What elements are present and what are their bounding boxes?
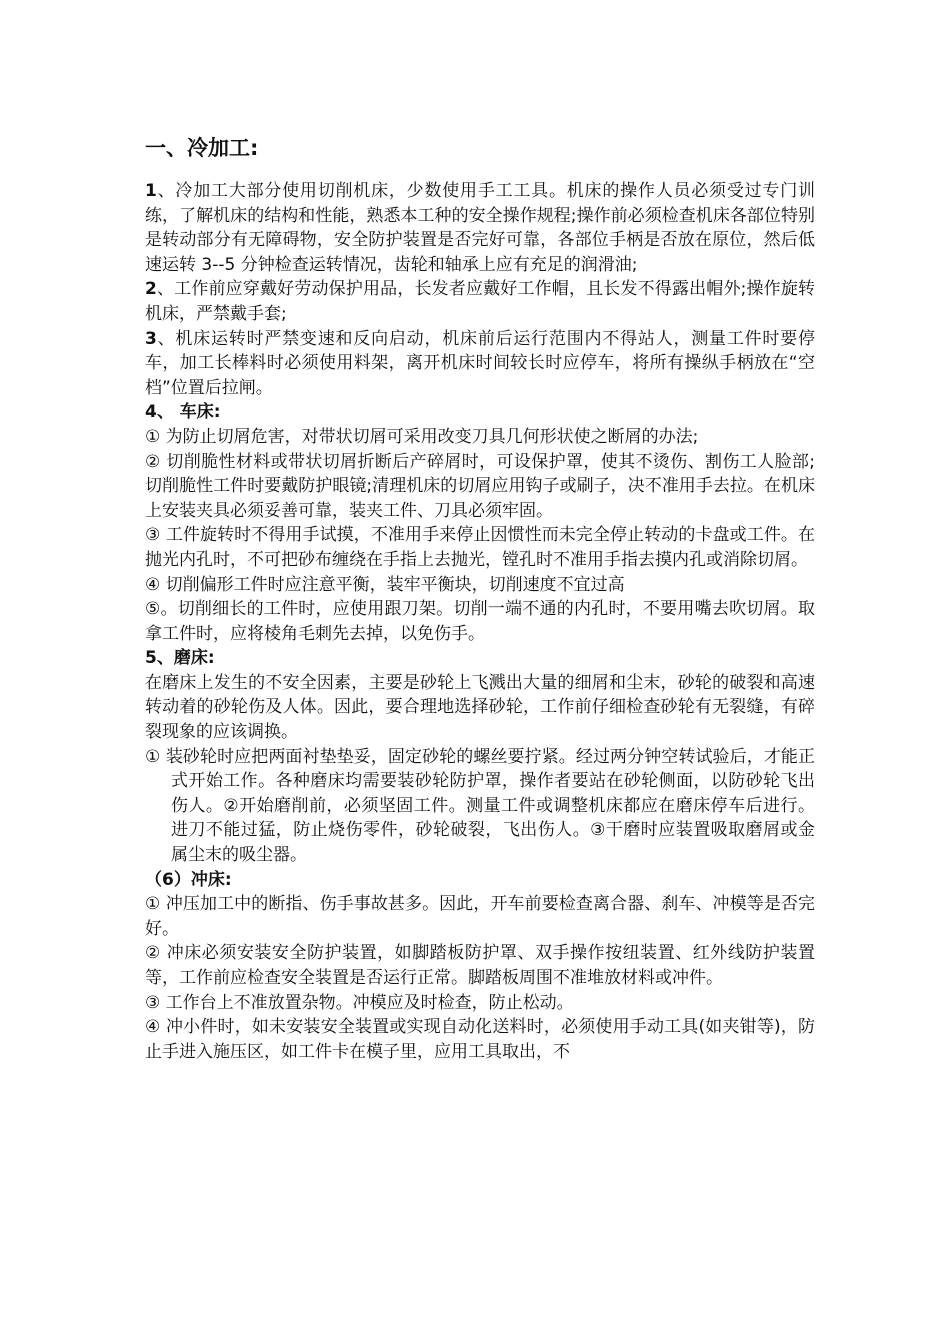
paragraph-text: 、工作前应穿戴好劳动保护用品，长发者应戴好工作帽，且长发不得露出帽外;操作旋转机床，严禁戴手套; <box>145 279 815 324</box>
grinder-heading <box>145 646 815 671</box>
paragraph-number: 1 <box>145 181 157 201</box>
press-item-3: ③ 工作台上不准放置杂物。冲模应及时检查，防止松动。 <box>145 992 574 1013</box>
press-item-2: ② 冲床必须安装安全防护装置，如脚踏板防护罩、双手操作按纽装置、红外线防护装置等，工作前应检查安全装置是否运行正常。脚踏板周围不准堆放材料或冲件。 <box>145 943 815 988</box>
paragraph-text: 、冷加工大部分使用切削机床，少数使用手工工具。机床的操作人员必须受过专门训练，了解机床的结构和性能，熟悉本工种的安全操作规程;操作前必须检查机床各部位特别是转动部分有无障碍物，安全防护装置是否完好可靠，各部位手柄是否放在原位，然后低速运转 3--5 分钟检查运转情况，齿轮和轴承上应有充足的润滑油; <box>145 181 815 275</box>
grinder-intro: 在磨床上发生的不安全因素，主要是砂轮上飞溅出大量的细屑和尘末，砂轮的破裂和高速转动着的砂轮伤及人体。因此，要合理地选择砂轮，工作前仔细检查砂轮有无裂缝，有碎裂现象的应该调换。 <box>145 672 815 743</box>
lathe-item-2: ② 切削脆性材料或带状切屑折断后产碎屑时，可设保护罩，使其不烫伤、割伤工人脸部;切削脆性工件时要戴防护眼镜;清理机床的切屑应用钩子或刷子，决不准用手去拉。在机床上安装夹具必须妥善可靠，装夹工件、刀具必须牢固。 <box>145 451 815 521</box>
paragraph-text: 、机床运转时严禁变速和反向启动，机床前后运行范围内不得站人，测量工件时要停车，加工长棒料时必须使用料架，离开机床时间较长时应停车，将所有操纵手柄放在“空档”位置后拉闸。 <box>145 328 815 398</box>
lathe-heading <box>145 400 815 425</box>
paragraph-3 <box>145 327 815 401</box>
lathe-item-3: ③ 工件旋转时不得用手试摸，不准用手来停止因惯性而未完全停止转动的卡盘或工件。在抛光内孔时，不可把砂布缠绕在手指上去抛光，镗孔时不准用手指去摸内孔或消除切屑。 <box>145 525 815 570</box>
lathe-item-4: ④ 切削偏形工件时应注意平衡，装牢平衡块，切削速度不宜过高 <box>145 574 625 595</box>
section-title: 一、冷加工: <box>145 136 259 160</box>
paragraph-number: 2 <box>145 279 157 300</box>
press-item-4: ④ 冲小件时，如未安装安全装置或实现自动化送料时，必须使用手动工具(如夹钳等)，防止手进入施压区，如工件卡在模子里，应用工具取出，不 <box>145 1017 815 1062</box>
press-heading <box>145 868 815 893</box>
lathe-item-5: ⑤。切削细长的工件时，应使用跟刀架。切削一端不通的内孔时，不要用嘴去吹切屑。取拿工件时，应将棱角毛刺先去掉，以免伤手。 <box>145 599 815 644</box>
lathe-item-1: ① 为防止切屑危害，对带状切屑可采用改变刀具几何形状使之断屑的办法; <box>145 426 699 447</box>
paragraph-2 <box>145 277 815 326</box>
lathe-heading-text: 4、 车床: <box>145 402 221 423</box>
grinder-item-1: ① 装砂轮时应把两面衬垫垫妥，固定砂轮的螺丝要拧紧。经过两分钟空转试验后，才能正式开始工作。各种磨床均需要装砂轮防护罩，操作者要站在砂轮侧面，以防砂轮飞出伤人。②开始磨削前，必须坚固工件。测量工件或调整机床都应在磨床停车后进行。进刀不能过猛，防止烧伤零件，砂轮破裂，飞出伤人。③干磨时应装置吸取磨屑或金属尘末的吸尘器。 <box>145 746 815 866</box>
press-heading-text: （6）冲床: <box>145 869 232 890</box>
paragraph-number: 3 <box>145 328 157 349</box>
grinder-heading-text: 5、磨床: <box>145 648 215 669</box>
document-page <box>145 133 815 1064</box>
press-item-1: ① 冲压加工中的断指、伤手事故甚多。因此，开车前要检查离合器、刹车、冲模等是否完好。 <box>145 894 815 939</box>
paragraph-1 <box>145 179 815 277</box>
